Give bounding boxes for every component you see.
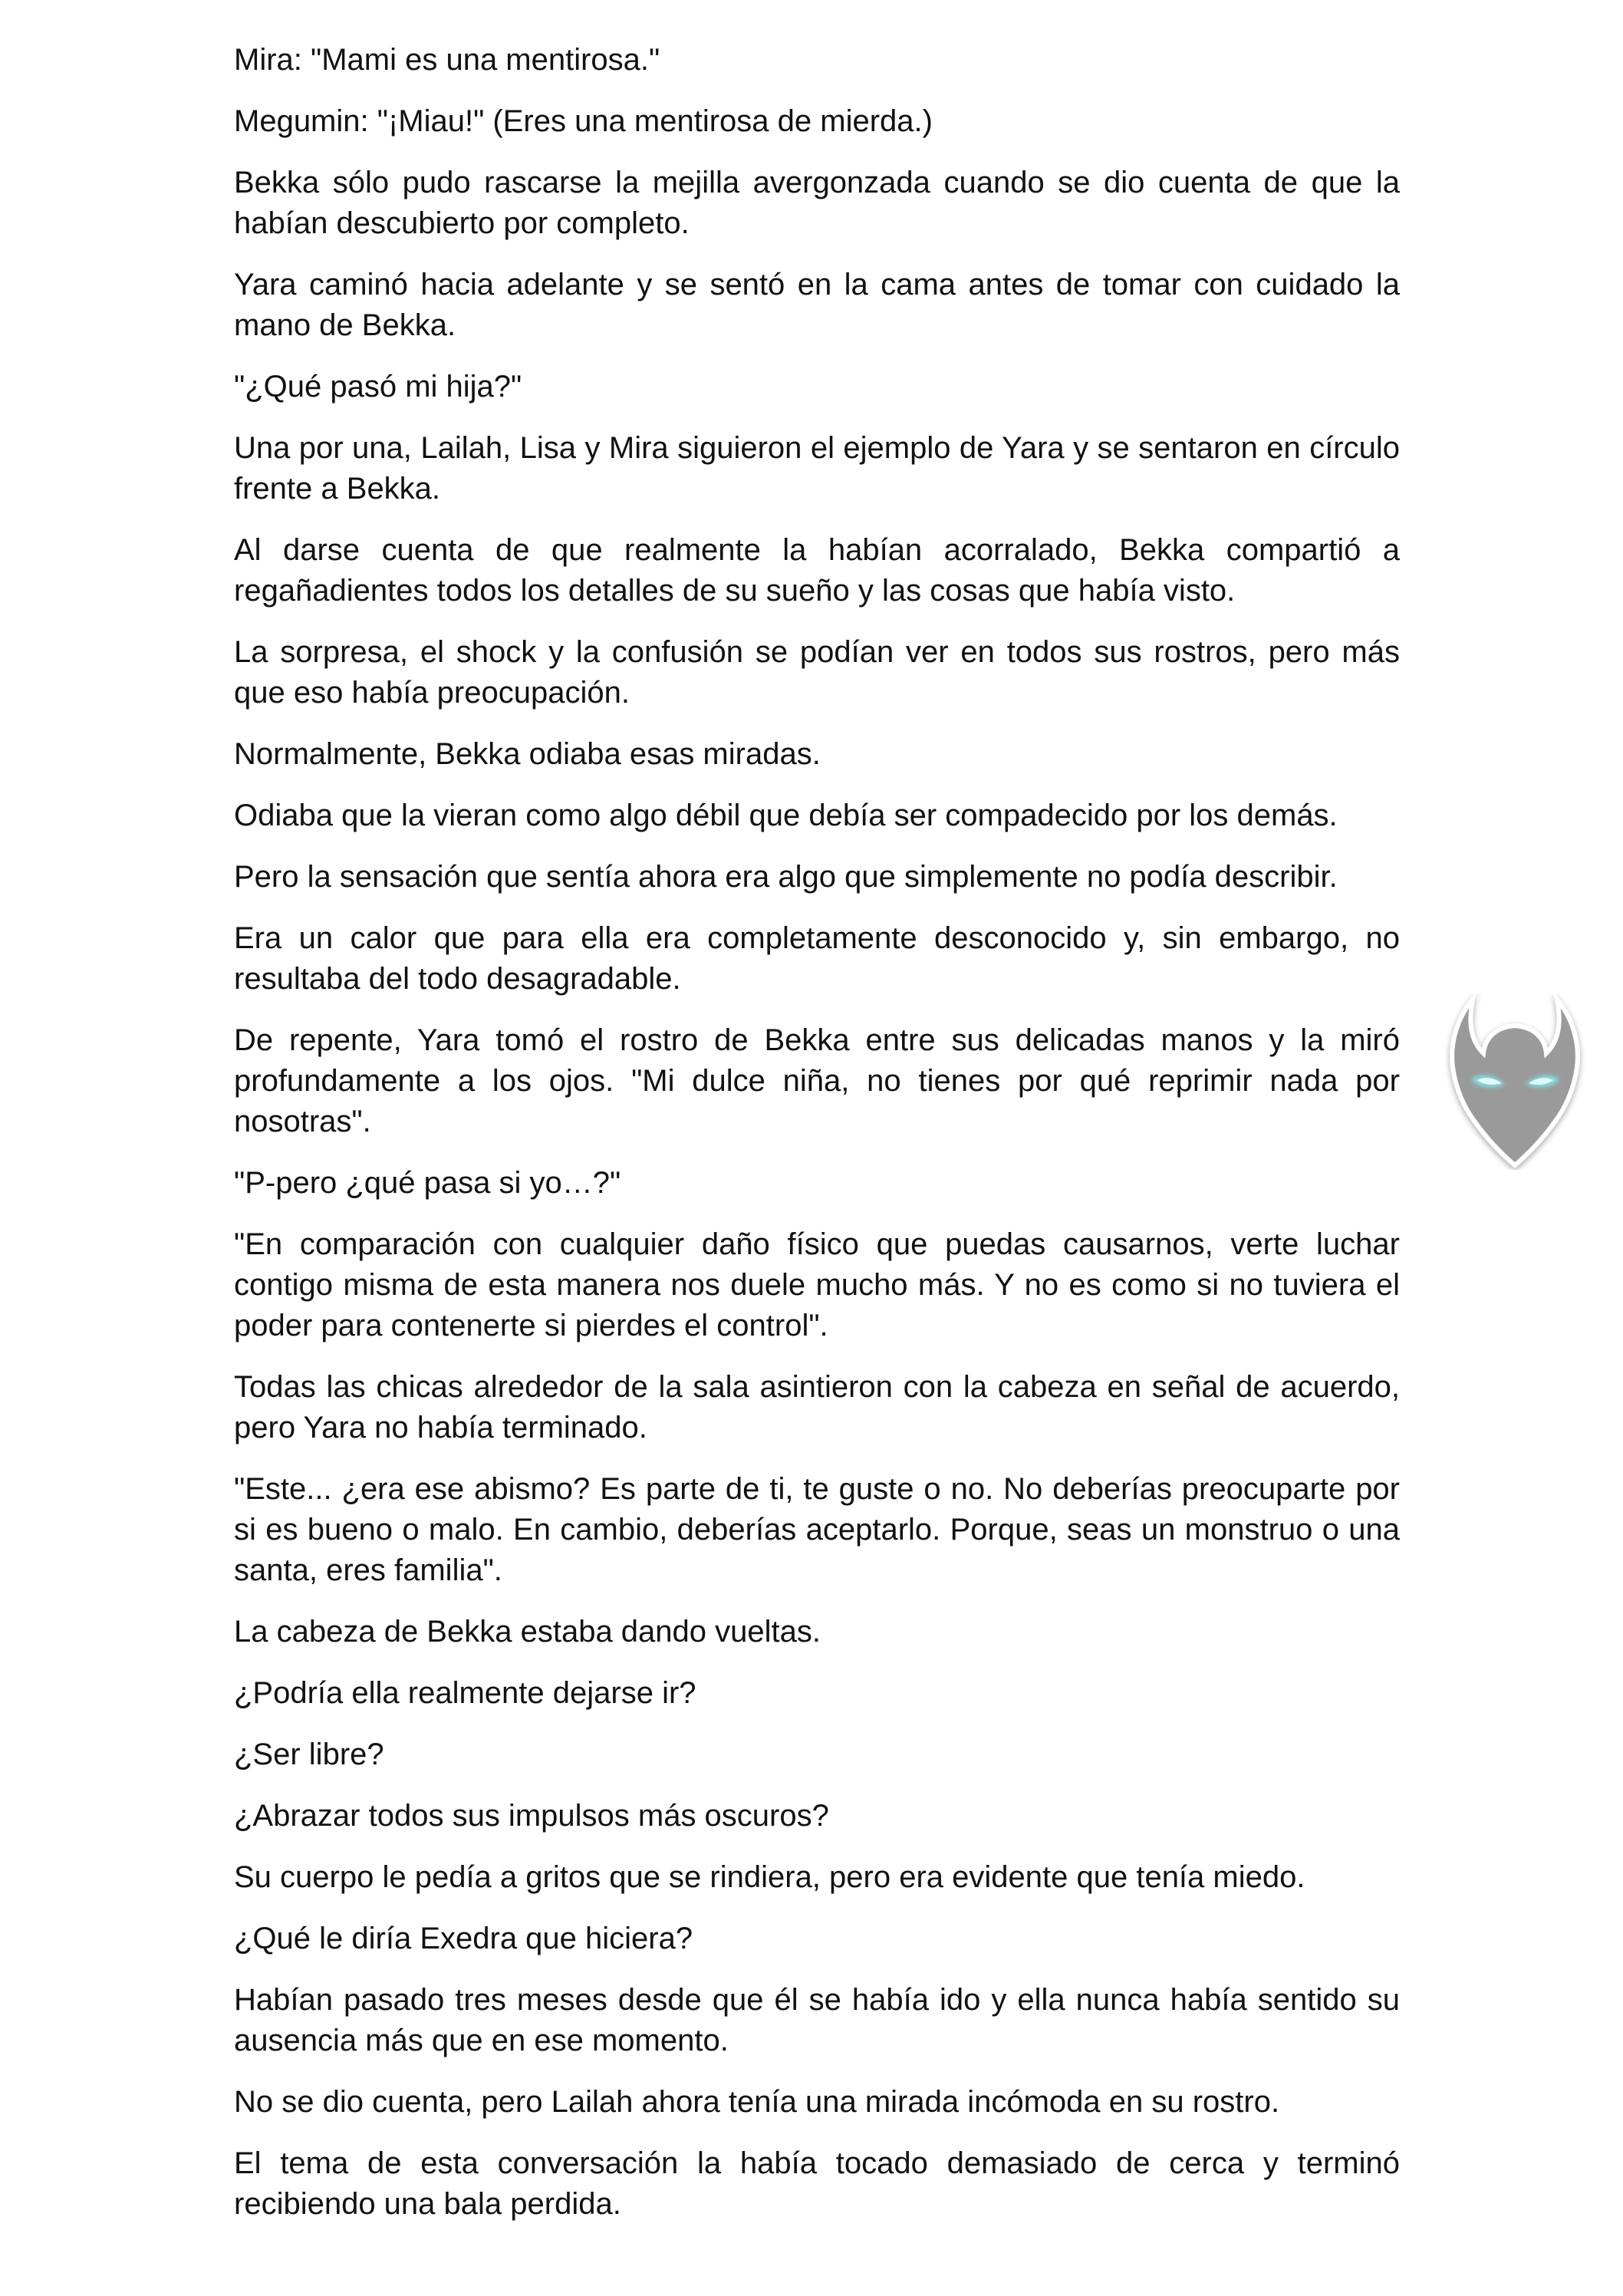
paragraph-5: "¿Qué pasó mi hija?" <box>234 370 522 404</box>
demon-head-shape <box>1452 1000 1578 1165</box>
paragraph-20: ¿Ser libre? <box>234 1738 384 1771</box>
paragraph-3: Bekka sólo pudo rascarse la mejilla avergonzada cuando se dio cuenta de que la habían descubierto por completo. <box>234 166 1400 240</box>
paragraph-8: La sorpresa, el shock y la confusión se podían ver en todos sus rostros, pero más que eso había preocupación. <box>234 635 1400 710</box>
paragraph-18: La cabeza de Bekka estaba dando vueltas. <box>234 1615 821 1649</box>
paragraph-9: Normalmente, Bekka odiaba esas miradas. <box>234 737 821 771</box>
paragraph-14: "P-pero ¿qué pasa si yo…?" <box>234 1166 621 1200</box>
document-page <box>234 40 1400 2225</box>
paragraph-1: Mira: "Mami es una mentirosa." <box>234 43 660 77</box>
paragraph-15: "En comparación con cualquier daño físico que puedas causarnos, verte luchar contigo misma de esta manera nos duele mucho más. Y no es como si no tuviera el poder para contenerte si pierdes el control". <box>234 1227 1400 1342</box>
paragraph-23: ¿Qué le diría Exedra que hiciera? <box>234 1922 693 1955</box>
paragraph-4: Yara caminó hacia adelante y se sentó en la cama antes de tomar con cuidado la mano de Bekka. <box>234 268 1400 342</box>
paragraph-7: Al darse cuenta de que realmente la habían acorralado, Bekka compartió a regañadientes todos los detalles de su sueño y las cosas que había visto. <box>234 533 1400 608</box>
paragraph-12: Era un calor que para ella era completamente desconocido y, sin embargo, no resultaba del todo desagradable. <box>234 921 1400 996</box>
paragraph-2: Megumin: "¡Miau!" (Eres una mentirosa de mierda.) <box>234 104 933 138</box>
paragraph-17: "Este... ¿era ese abismo? Es parte de ti, te guste o no. No deberías preocuparte por si es bueno o malo. En cambio, deberías aceptarlo. Porque, seas un monstruo o una santa, eres familia". <box>234 1472 1400 1587</box>
paragraph-13: De repente, Yara tomó el rostro de Bekka entre sus delicadas manos y la miró profundamente a los ojos. "Mi dulce niña, no tienes por qué reprimir nada por nosotras". <box>234 1023 1400 1138</box>
paragraph-24: Habían pasado tres meses desde que él se había ido y ella nunca había sentido su ausencia más que en ese momento. <box>234 1983 1400 2057</box>
paragraph-22: Su cuerpo le pedía a gritos que se rindiera, pero era evidente que tenía miedo. <box>234 1860 1305 1894</box>
demon-head-watermark-icon <box>1440 993 1590 1170</box>
paragraph-19: ¿Podría ella realmente dejarse ir? <box>234 1676 696 1710</box>
paragraph-10: Odiaba que la vieran como algo débil que debía ser compadecido por los demás. <box>234 799 1338 832</box>
paragraph-11: Pero la sensación que sentía ahora era algo que simplemente no podía describir. <box>234 860 1338 894</box>
paragraph-21: ¿Abrazar todos sus impulsos más oscuros? <box>234 1799 829 1833</box>
paragraph-6: Una por una, Lailah, Lisa y Mira siguieron el ejemplo de Yara y se sentaron en círculo frente a Bekka. <box>234 431 1400 506</box>
paragraph-26: El tema de esta conversación la había tocado demasiado de cerca y terminó recibiendo una bala perdida. <box>234 2146 1400 2221</box>
paragraph-16: Todas las chicas alrededor de la sala asintieron con la cabeza en señal de acuerdo, pero Yara no había terminado. <box>234 1370 1400 1444</box>
paragraph-25: No se dio cuenta, pero Lailah ahora tenía una mirada incómoda en su rostro. <box>234 2085 1280 2119</box>
